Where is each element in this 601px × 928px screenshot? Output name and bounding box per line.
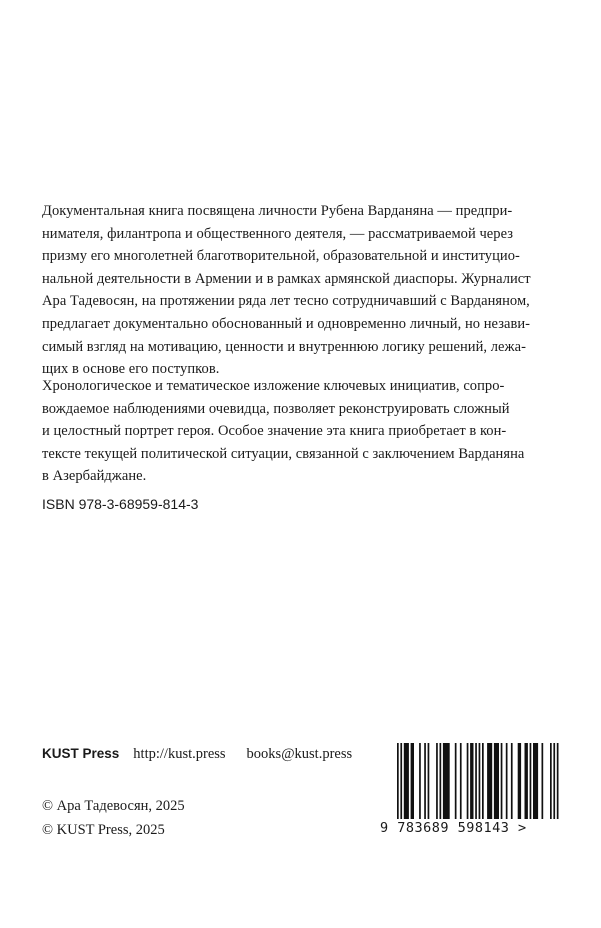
publisher-email-link[interactable]: books@kust.press xyxy=(246,746,353,762)
barcode-bar xyxy=(482,743,484,821)
publisher-name: KUST Press xyxy=(42,746,120,761)
text-line: нимателя, филантропа и общественного деятеля, — рассматриваемой через xyxy=(42,225,514,242)
barcode-bar xyxy=(455,743,457,821)
text-line: призму его многолетней благотворительной, образовательной и институцио- xyxy=(42,248,520,265)
copyright-publisher: © KUST Press, 2025 xyxy=(42,822,165,838)
barcode-bar xyxy=(525,743,528,821)
barcode-bar xyxy=(557,743,559,831)
text-line: Ара Тадевосян, на протяжении ряда лет тесно сотрудничавший с Варданяном, xyxy=(42,293,530,310)
text-line: щих в основе его поступков. xyxy=(42,361,220,378)
barcode-bar xyxy=(400,743,402,831)
text-line: симый взгляд на мотивацию, ценности и внутреннюю логику решений, лежа- xyxy=(42,338,526,355)
copyright-author: © Ара Тадевосян, 2025 xyxy=(42,798,185,814)
barcode-bar xyxy=(501,743,503,821)
description-paragraph-1 xyxy=(42,200,531,381)
barcode-bar xyxy=(411,743,414,821)
barcode-bar xyxy=(494,743,499,821)
barcode-bar xyxy=(470,743,473,821)
barcode-bar xyxy=(533,743,538,821)
barcode-bar xyxy=(397,743,399,831)
publisher-website-link[interactable]: http://kust.press xyxy=(133,746,226,762)
barcode-bar xyxy=(518,743,521,821)
barcode-bar xyxy=(404,743,409,821)
barcode-bar xyxy=(467,743,469,821)
text-line: предлагает документально обоснованный и одновременно личный, но незави- xyxy=(42,315,531,332)
barcode-digits: 9 783689 598143 > xyxy=(380,819,560,837)
barcode-bar xyxy=(436,743,438,821)
isbn-label: ISBN 978-3-68959-814-3 xyxy=(42,496,199,512)
publisher-info xyxy=(42,743,352,765)
barcode-bar xyxy=(530,743,532,821)
barcode-bar xyxy=(424,743,426,821)
barcode-bar xyxy=(428,743,430,821)
barcode-bar xyxy=(419,743,421,821)
barcode-bar xyxy=(479,743,481,831)
barcode-bar xyxy=(440,743,442,821)
barcode-bar xyxy=(443,743,450,821)
barcode-bar xyxy=(475,743,477,831)
barcode-bar xyxy=(460,743,462,821)
text-line: вождаемое наблюдениями очевидца, позволяет реконструировать сложный xyxy=(42,400,510,417)
text-line: в Азербайджане. xyxy=(42,468,147,485)
text-line: Документальная книга посвящена личности Рубена Варданяна — предпри- xyxy=(42,203,513,219)
barcode-bar xyxy=(550,743,552,821)
barcode-bar xyxy=(511,743,513,821)
text-line: и целостный портрет героя. Особое значение эта книга приобретает в кон- xyxy=(42,423,507,440)
text-line: Хронологическое и тематическое изложение ключевых инициатив, сопро- xyxy=(42,378,505,394)
text-line: тексте текущей политической ситуации, связанной с заключением Варданяна xyxy=(42,445,525,462)
barcode-bar xyxy=(506,743,508,821)
description-paragraph-2 xyxy=(42,375,524,488)
barcode-bar xyxy=(542,743,544,821)
barcode-bar xyxy=(487,743,492,821)
text-line: нальной деятельности в Армении и в рамках армянской диаспоры. Журналист xyxy=(42,270,531,287)
barcode-bar xyxy=(553,743,555,831)
